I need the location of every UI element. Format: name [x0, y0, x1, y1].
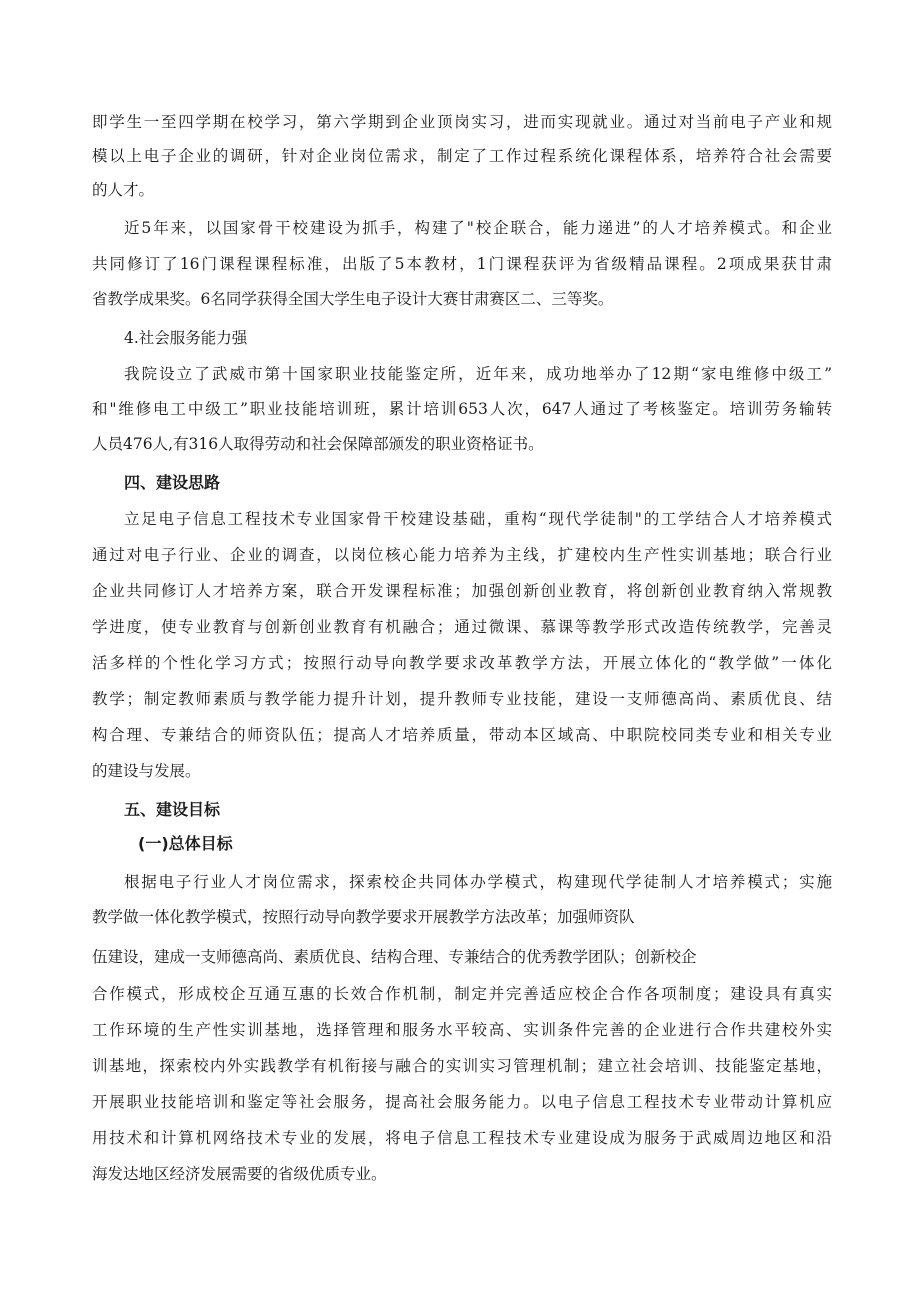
- paragraph-line: 我院设立了武威市第十国家职业技能鉴定所，近年来，成功地举办了12期“家电维修中级工”: [124, 365, 832, 383]
- paragraph-line: 用技术和计算机网络技术专业的发展，将电子信息工程技术专业建设成为服务于武威周边地区和沿: [92, 1129, 832, 1147]
- paragraph-line: 企业共同修订人才培养方案，联合开发课程标准；加强创新创业教育，将创新创业教育纳入常规教: [92, 582, 832, 600]
- paragraph-line: 工作环境的生产性实训基地，选择管理和服务水平较高、实训条件完善的企业进行合作共建校外实: [92, 1021, 832, 1039]
- paragraph-line: 训基地，探索校内外实践教学有机衔接与融合的实训实习管理机制；建立社会培训、技能鉴定基地，: [92, 1057, 832, 1075]
- paragraph-line: 和"维修电工中级工”职业技能培训班，累计培训653人次，647人通过了考核鉴定。培训劳务输转: [92, 400, 832, 418]
- paragraph-line: 根据电子行业人才岗位需求，探索校企共同体办学模式，构建现代学徒制人才培养模式；实施: [124, 873, 832, 891]
- paragraph-line: 构合理、专兼结合的师资队伍；提高人才培养质量，带动本区域高、中职院校同类专业和相关专业: [92, 726, 832, 744]
- paragraph-line: 即学生一至四学期在校学习，第六学期到企业顶岗实习，进而实现就业。通过对当前电子产业和规: [92, 113, 832, 131]
- section-heading: 四、建设思路: [124, 473, 221, 492]
- paragraph-line: 共同修订了16门课程课程标准，出版了5本教材，1门课程获评为省级精品课程。2项成果获甘肃: [92, 255, 832, 273]
- paragraph-line: 活多样的个性化学习方式；按照行动导向教学要求改革教学方法，开展立体化的“教学做”一体化: [92, 654, 832, 672]
- paragraph-line: 开展职业技能培训和鉴定等社会服务，提高社会服务能力。以电子信息工程技术专业带动计算机应: [92, 1093, 832, 1111]
- paragraph-line: 立足电子信息工程技术专业国家骨干校建设基础，重构“现代学徒制"的工学结合人才培养模式: [124, 510, 832, 528]
- paragraph-line: 教学；制定教师素质与教学能力提升计划，提升教师专业技能，建设一支师德高尚、素质优良、结: [92, 690, 832, 708]
- paragraph-line: 的建设与发展。: [92, 762, 201, 780]
- section-heading: 五、建设目标: [124, 800, 221, 819]
- list-item-heading: 4.社会服务能力强: [124, 329, 248, 347]
- paragraph-line: 通过对电子行业、企业的调查，以岗位核心能力培养为主线，扩建校内生产性实训基地；联合行业: [92, 546, 832, 564]
- paragraph-line: 模以上电子企业的调研，针对企业岗位需求，制定了工作过程系统化课程体系，培养符合社会需要: [92, 147, 832, 165]
- paragraph-line: 近5年来，以国家骨干校建设为抓手，构建了"校企联合，能力递进”的人才培养模式。和企业: [124, 219, 832, 237]
- paragraph-line: 省教学成果奖。6名同学获得全国大学生电子设计大赛甘肃赛区二、三等奖。: [92, 290, 614, 308]
- paragraph-line: 人员476人,有316人取得劳动和社会保障部颁发的职业资格证书。: [92, 435, 544, 453]
- paragraph-line: 海发达地区经济发展需要的省级优质专业。: [92, 1165, 387, 1183]
- paragraph-line: 教学做一体化教学模式，按照行动导向教学要求开展教学方法改革；加强师资队: [92, 908, 635, 926]
- paragraph-line: 的人才。: [92, 181, 155, 199]
- paragraph-line: 合作模式，形成校企互通互惠的长效合作机制，制定并完善适应校企合作各项制度；建设具有真实: [92, 985, 832, 1003]
- paragraph-line: 学进度，使专业教育与创新创业教育有机融合；通过微课、慕课等教学形式改造传统教学，完善灵: [92, 618, 832, 636]
- paragraph-line: 伍建设，建成一支师德高尚、素质优良、结构合理、专兼结合的优秀教学团队；创新校企: [92, 948, 697, 966]
- subsection-heading: (一)总体目标: [138, 834, 233, 853]
